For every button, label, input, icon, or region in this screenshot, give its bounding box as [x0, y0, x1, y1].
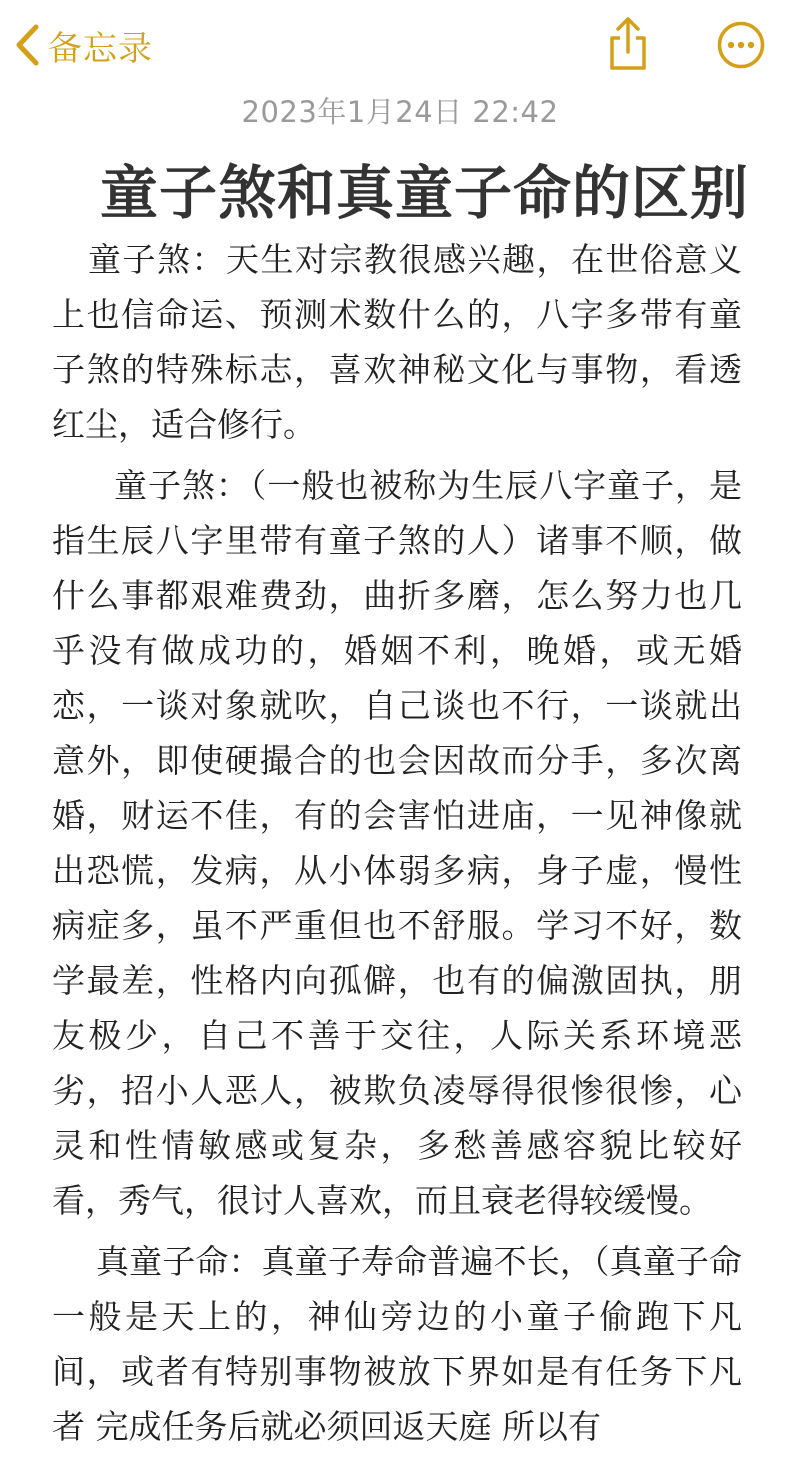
more-button[interactable] — [716, 20, 766, 70]
share-icon — [604, 57, 652, 76]
back-button[interactable] — [14, 20, 153, 70]
share-button[interactable] — [604, 16, 652, 72]
back-label: 备忘录 — [48, 28, 153, 69]
note-title: 童子煞和真童子命的区别 — [100, 159, 750, 227]
chevron-left-icon — [14, 24, 40, 66]
more-icon — [716, 55, 766, 74]
navigation-bar — [0, 0, 800, 90]
note-paragraph: 童子煞：天生对宗教很感兴趣，在世俗意义上也信命运、预测术数什么的，八字多带有童子煞的特殊标志，喜欢神秘文化与事物，看透红尘，适合修行。 — [52, 240, 742, 444]
note-timestamp: 2023年1月24日 22:42 — [241, 95, 559, 129]
note-paragraph: 童子煞：（一般也被称为生辰八字童子，是指生辰八字里带有童子煞的人）诸事不顺，做什么事都艰难费劲，曲折多磨，怎么努力也几乎没有做成功的，婚姻不利，晚婚，或无婚恋，一谈对象就吹，自己谈也不行，一谈就出意外，即使硬撮合的也会因故而分手，多次离婚，财运不佳，有的会害怕进庙，一见神像就出恐慌，发病，从小体弱多病，身子虚，慢性病症多，虽不严重但也不舒服。学习不好，数学最差，性格内向孤僻，也有的偏激固执，朋友极少，自己不善于交往，人际关系环境恶劣，招小人恶人，被欺负凌辱得很惨很惨，心灵和性情敏感或复杂，多愁善感容貌比较好看，秀气，很讨人喜欢，而且衰老得较缓慢。 — [52, 466, 742, 1220]
note-body[interactable] — [52, 232, 742, 1460]
note-paragraph: 真童子命：真童子寿命普遍不长，（真童子命一般是天上的，神仙旁边的小童子偷跑下凡间，或者有特别事物被放下界如是有任务下凡者 完成任务后就必须回返天庭 所以有 — [52, 1242, 742, 1446]
